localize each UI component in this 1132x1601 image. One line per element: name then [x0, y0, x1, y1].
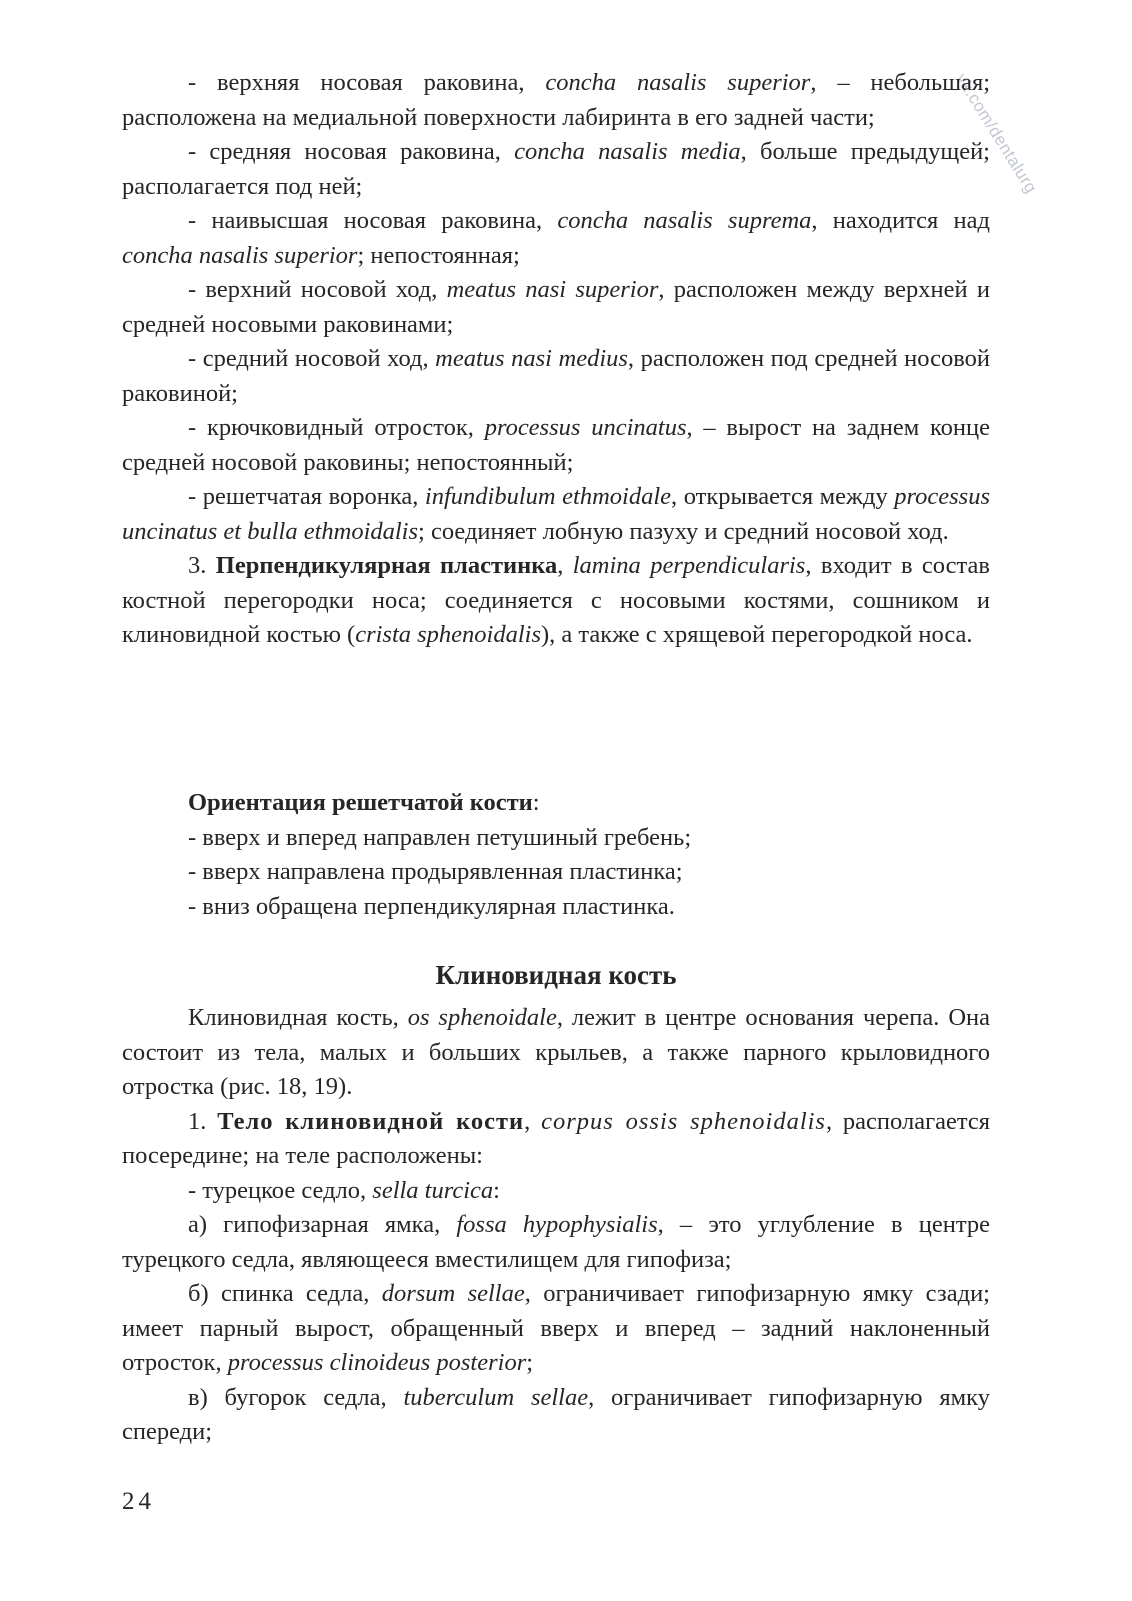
latin-term: processus clinoideus posterior	[227, 1349, 527, 1376]
bold-term: Перпендикулярная пластинка	[215, 552, 558, 579]
sphenoid-text-block	[122, 1001, 990, 1450]
latin-term: os sphenoidale	[407, 1004, 557, 1031]
latin-term: tuberculum sellae	[403, 1383, 589, 1411]
paragraph-sella-turcica: - турецкое седло, sella turcica:	[188, 1176, 500, 1204]
latin-term: crista sphenoidalis	[355, 621, 542, 648]
latin-term: concha nasalis superior	[545, 69, 811, 96]
bold-term: Тело клиновидной кости	[217, 1107, 525, 1135]
paragraph-superior-meatus: - верхний носовой ход, meatus nasi superior, расположен между верхней и средней носовыми раковинами;	[122, 276, 990, 338]
latin-term: fossa hypophysialis	[456, 1211, 658, 1238]
paragraph-tuberculum-sellae: в) бугорок седла, tuberculum sellae, ограничивает гипофизарную ямку спереди;	[122, 1383, 990, 1445]
ethmoid-text-block	[122, 66, 990, 653]
latin-term: meatus nasi superior	[446, 276, 659, 303]
paragraph-middle-concha: - средняя носовая раковина, concha nasalis media, больше предыдущей; располагается под ней;	[122, 138, 990, 200]
orientation-block	[188, 786, 988, 924]
paragraph-hypophysial-fossa: а) гипофизарная ямка, fossa hypophysialis, – это углубление в центре турецкого седла, являющееся вместилищем для гипофиза;	[122, 1211, 990, 1273]
latin-term: dorsum sellae	[381, 1280, 525, 1307]
orientation-item: - вверх направлена продырявленная пластинка;	[188, 858, 683, 885]
latin-term: sella turcica	[372, 1176, 494, 1204]
paragraph-ethmoidal-infundibulum: - решетчатая воронка, infundibulum ethmoidale, открывается между processus uncinatus et bulla ethmoidalis; соединяет лобную пазуху и средний носовой ход.	[122, 483, 990, 545]
paragraph-perpendicular-plate: 3. Перпендикулярная пластинка, lamina perpendicularis, входит в состав костной перегородки носа; соединяется с носовыми костями, сошником и клиновидной костью (crista sphenoidalis), а также с хрящевой перегородкой носа.	[122, 552, 990, 648]
page-number: 24	[122, 1488, 155, 1515]
latin-term: corpus ossis sphenoidalis	[541, 1107, 826, 1135]
paragraph-sphenoid-intro: Клиновидная кость, os sphenoidale, лежит в центре основания черепа. Она состоит из тела, малых и больших крыльев, а также парного крыловидного отростка (рис. 18, 19).	[122, 1004, 990, 1100]
latin-term: concha nasalis suprema	[557, 207, 812, 234]
watermark: vk.com/dentalurg	[951, 70, 1041, 197]
orientation-item: - вниз обращена перпендикулярная пластинка.	[188, 892, 675, 920]
paragraph-superior-concha: - верхняя носовая раковина, concha nasalis superior, – небольшая; расположена на медиальной поверхности лабиринта в его задней части;	[122, 69, 991, 131]
latin-term: concha nasalis superior	[122, 241, 358, 269]
latin-term: concha nasalis media	[514, 138, 741, 165]
paragraph-middle-meatus: - средний носовой ход, meatus nasi medius, расположен под средней носовой раковиной;	[122, 345, 990, 407]
section-title: Клиновидная кость	[435, 960, 677, 990]
orientation-item: - вверх и вперед направлен петушиный гребень;	[188, 823, 692, 851]
paragraph-supreme-concha: - наивысшая носовая раковина, concha nasalis suprema, находится над concha nasalis superior; непостоянная;	[122, 207, 990, 269]
latin-term: infundibulum ethmoidale	[424, 483, 672, 510]
paragraph-uncinate-process: - крючковидный отросток, processus uncinatus, – вырост на заднем конце средней носовой раковины; непостоянный;	[122, 414, 991, 476]
orientation-heading: Ориентация решетчатой кости:	[188, 789, 540, 816]
latin-term: lamina perpendicularis	[572, 552, 806, 579]
latin-term: processus uncinatus	[484, 414, 687, 441]
latin-term: meatus nasi medius	[435, 345, 628, 372]
paragraph-sphenoid-body: 1. Тело клиновидной кости, corpus ossis sphenoidalis, располагается посередине; на теле расположены:	[122, 1107, 991, 1169]
latin-term: processus uncinatus et bulla ethmoidalis	[122, 483, 990, 545]
paragraph-dorsum-sellae: б) спинка седла, dorsum sellae, ограничивает гипофизарную ямку сзади; имеет парный вырост, обращенный вверх и вперед – задний наклоненный отросток, processus clinoideus posterior;	[122, 1280, 990, 1376]
